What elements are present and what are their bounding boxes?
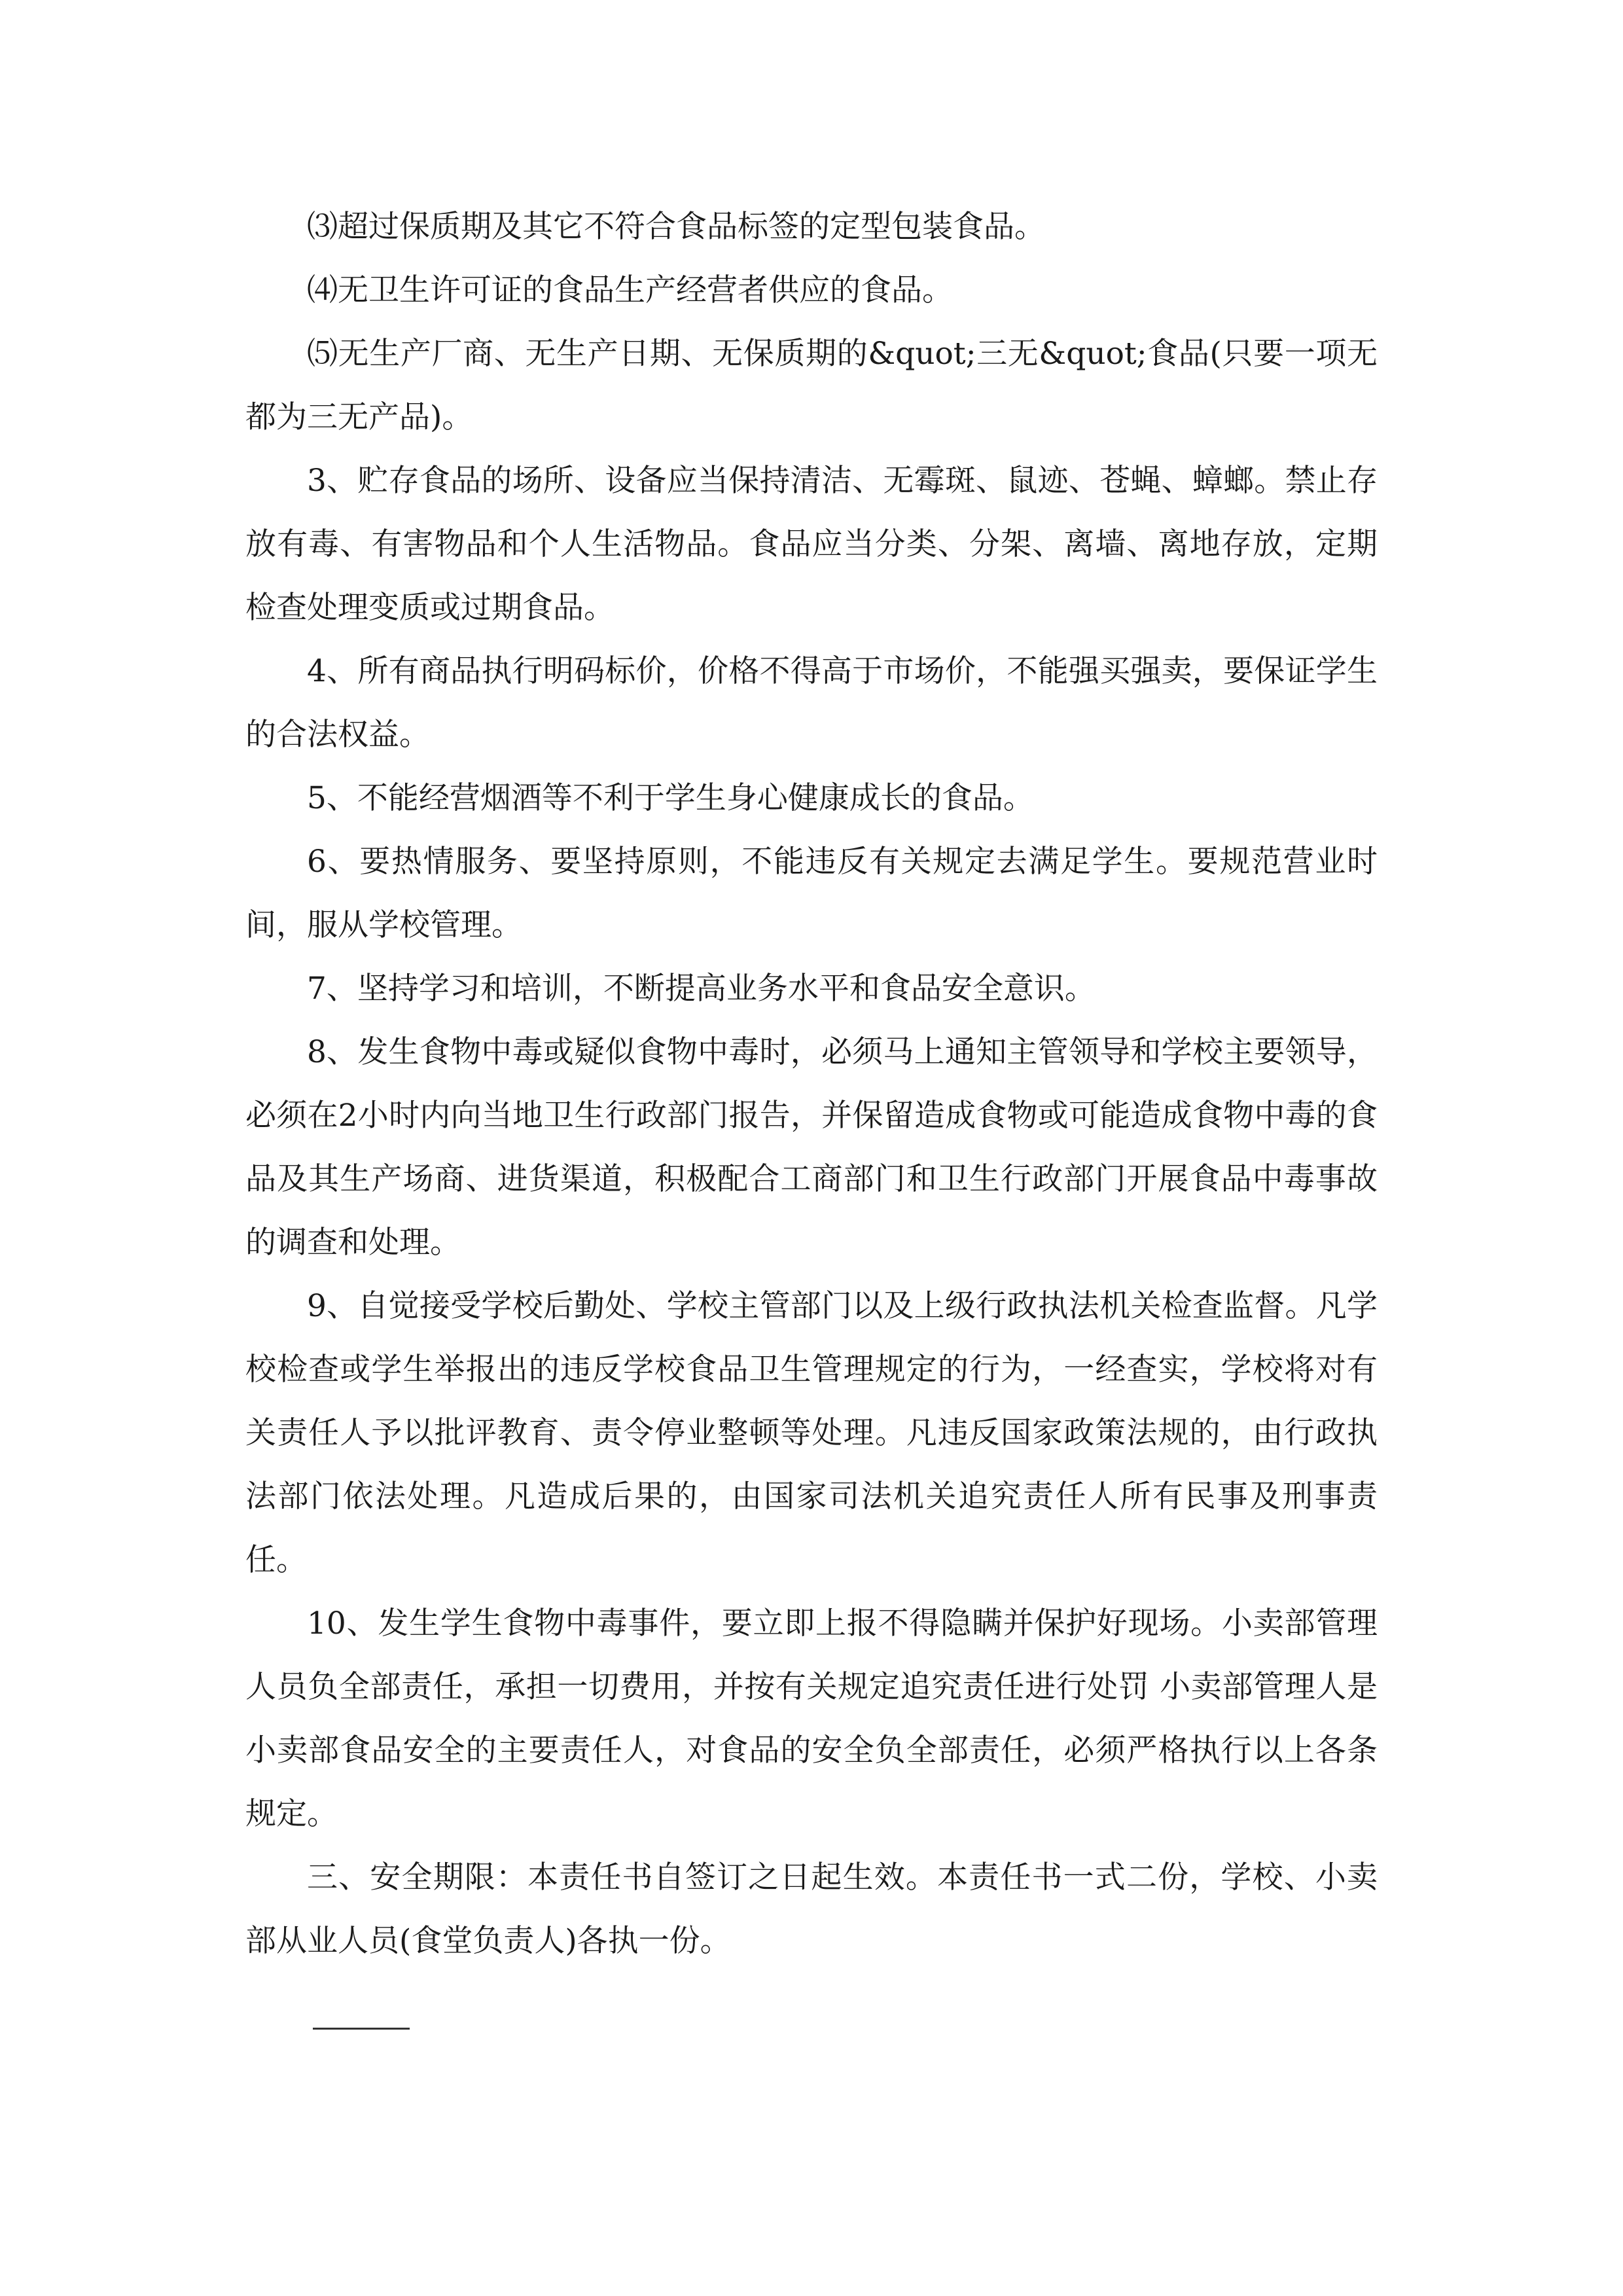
paragraph-training: 7、坚持学习和培训，不断提高业务水平和食品安全意识。 [307,971,1096,1007]
paragraph-item-4: ⑷无卫生许可证的食品生产经营者供应的食品。 [307,272,953,308]
document-body [245,195,1378,1973]
paragraph-tobacco: 5、不能经营烟酒等不利于学生身心健康成长的食品。 [307,780,1034,816]
paragraph-item-3: ⑶超过保质期及其它不符合食品标签的定型包装食品。 [307,209,1045,245]
paragraph-service: 6、要热情服务、要坚持原则，不能违反有关规定去满足学生。要规范营业时间，服从学校管理。 [245,844,1378,943]
paragraph-pricing: 4、所有商品执行明码标价，价格不得高于市场价，不能强买强卖，要保证学生的合法权益。 [245,653,1378,753]
paragraph-poisoning-report: 8、发生食物中毒或疑似食物中毒时，必须马上通知主管领导和学校主要领导，必须在2小时内向当地卫生行政部门报告，并保留造成食物或可能造成食物中毒的食品及其生产场商、进货渠道，积极配合工商部门和卫生行政部门开展食品中毒事故的调查和处理。 [245,1034,1378,1261]
paragraph-responsibility: 10、发生学生食物中毒事件，要立即上报不得隐瞒并保护好现场。小卖部管理人员负全部责任，承担一切费用，并按有关规定追究责任进行处罚 小卖部管理人是小卖部食品安全的主要责任人，对食品的安全负全部责任，必须严格执行以上各条规定。 [245,1605,1378,1832]
paragraph-storage: 3、贮存食品的场所、设备应当保持清洁、无霉斑、鼠迹、苍蝇、蟑螂。禁止存放有毒、有害物品和个人生活物品。食品应当分类、分架、离墙、离地存放，定期检查处理变质或过期食品。 [245,463,1378,626]
divider-line [313,2028,410,2030]
paragraph-supervision: 9、自觉接受学校后勤处、学校主管部门以及上级行政执法机关检查监督。凡学校检查或学生举报出的违反学校食品卫生管理规定的行为，一经查实，学校将对有关责任人予以批评教育、责令停业整顿等处理。凡违反国家政策法规的，由行政执法部门依法处理。凡造成后果的，由国家司法机关追究责任人所有民事及刑事责任。 [245,1288,1378,1578]
paragraph-item-5: ⑸无生产厂商、无生产日期、无保质期的&quot;三无&quot;食品(只要一项无都为三无产品)。 [245,336,1378,435]
paragraph-term: 三、安全期限：本责任书自签订之日起生效。本责任书一式二份，学校、小卖部从业人员(食堂负责人)各执一份。 [245,1859,1378,1959]
